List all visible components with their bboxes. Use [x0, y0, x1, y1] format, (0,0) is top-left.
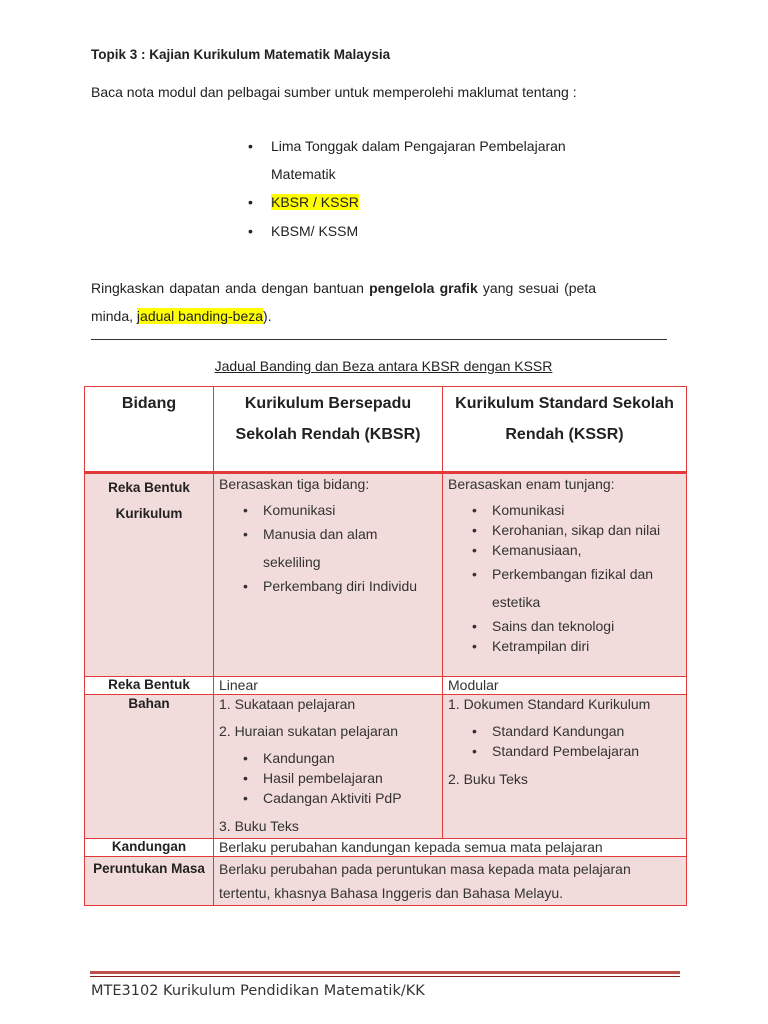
header-kssr: Kurikulum Standard Sekolah Rendah (KSSR) [443, 387, 687, 473]
kbsr-cell: 1. Sukataan pelajaran 2. Huraian sukatan pelajaran • Kandungan • Hasil pembelajaran • Cadangan Aktiviti PdP 3. Buku Teks [214, 695, 443, 839]
topic-heading: Topik 3 : Kajian Kurikulum Matematik Malaysia [91, 47, 391, 62]
kssr-cell: 1. Dokumen Standard Kurikulum • Standard Kandungan • Standard Pembelajaran 2. Buku Teks [443, 695, 687, 839]
list-item: • Perkembang diri Individu [263, 576, 437, 596]
list-item: • Komunikasi [492, 500, 681, 520]
shared-cell: Berlaku perubahan pada peruntukan masa kepada mata pelajaran tertentu, khasnya Bahasa Inggeris dan Bahasa Melayu. [214, 857, 687, 906]
table-row [85, 857, 687, 906]
bullet-icon: • [248, 194, 253, 210]
highlighted-text: KBSR / KSSR [271, 194, 359, 210]
list-item: • Kerohanian, sikap dan nilai [492, 520, 681, 540]
kbsr-cell: Linear [214, 677, 443, 695]
table-row [85, 677, 687, 695]
list-item: • Hasil pembelajaran [263, 768, 437, 788]
list-item: • Perkembangan fizikal dan estetika [492, 560, 681, 616]
list-item: • Standard Pembelajaran [492, 741, 681, 761]
row-label: Peruntukan Masa [85, 857, 214, 906]
footer-rule-thin [90, 976, 680, 977]
page-footer: MTE3102 Kurikulum Pendidikan Matematik/KK [91, 983, 425, 999]
table-caption: Jadual Banding dan Beza antara KBSR dengan KSSR [214, 358, 553, 374]
bullet-item: • Lima Tonggak dalam Pengajaran Pembelajaran Matematik [248, 132, 598, 188]
bullet-item [248, 188, 598, 216]
footer-rule [90, 971, 680, 974]
kbsr-cell: Berasaskan tiga bidang: • Komunikasi • Manusia dan alam sekeliling • Perkembang diri Individu [214, 473, 443, 677]
header-kbsr: Kurikulum Bersepadu Sekolah Rendah (KBSR) [214, 387, 443, 473]
kssr-cell: Modular [443, 677, 687, 695]
intro-paragraph: Baca nota modul dan pelbagai sumber untuk memperolehi maklumat tentang : [91, 84, 577, 100]
shared-cell: Berlaku perubahan kandungan kepada semua mata pelajaran [214, 839, 687, 857]
list-item: • Manusia dan alam sekeliling [263, 520, 437, 576]
table-header-row [85, 387, 687, 473]
list-item: • Kemanusiaan, [492, 540, 681, 560]
row-label: Kandungan [85, 839, 214, 857]
list-item: • Cadangan Aktiviti PdP [263, 788, 437, 808]
instruction-paragraph: Ringkaskan dapatan anda dengan bantuan pengelola grafik yang sesuai (peta minda, jadual banding-beza). [91, 280, 597, 324]
kssr-cell: Berasaskan enam tunjang: • Komunikasi • Kerohanian, sikap dan nilai • Kemanusiaan, • Perkembangan fizikal dan estetika • Sains dan teknologi • Ketrampilan diri [443, 473, 687, 677]
list-item: • Kandungan [263, 748, 437, 768]
row-label: Bahan [85, 695, 214, 839]
comparison-table [84, 386, 687, 906]
table-row [85, 839, 687, 857]
table-row [85, 473, 687, 677]
divider-line [91, 339, 667, 340]
list-item: • Sains dan teknologi [492, 616, 681, 636]
table-row [85, 695, 687, 839]
highlighted-text: jadual banding-beza [136, 308, 264, 324]
bullet-icon: • [248, 223, 253, 239]
bold-term: pengelola grafik [369, 280, 478, 296]
header-bidang: Bidang [85, 387, 214, 473]
list-item: • Komunikasi [263, 500, 437, 520]
list-item: • Standard Kandungan [492, 721, 681, 741]
bullet-icon: • [248, 138, 253, 154]
bullet-item: • KBSM/ KSSM [248, 217, 598, 245]
list-item: • Ketrampilan diri [492, 636, 681, 656]
row-label: Reka Bentuk Kurikulum [85, 473, 214, 677]
row-label: Reka Bentuk [85, 677, 214, 695]
